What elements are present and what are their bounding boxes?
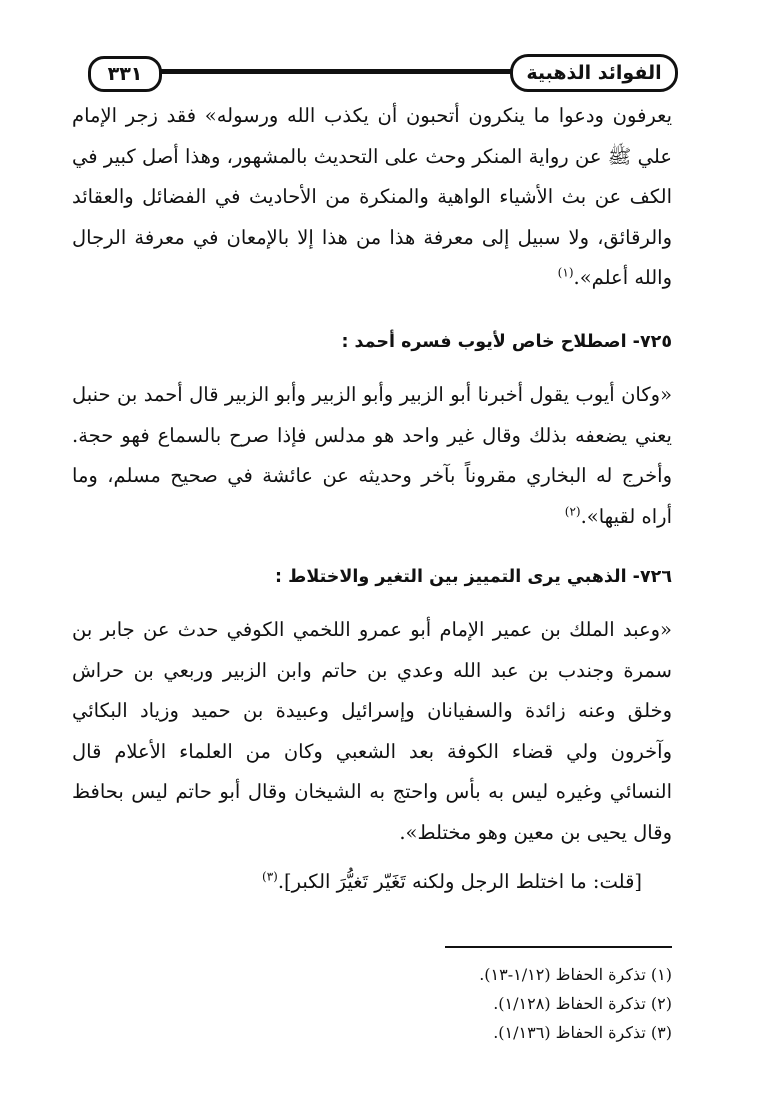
footnote-separator [445, 946, 672, 948]
footnotes [300, 960, 672, 1047]
paragraph-3 [72, 610, 672, 853]
paragraph-3-text: «وعبد الملك بن عمير الإمام أبو عمرو اللخمي الكوفي حدث عن جابر بن سمرة وجندب بن عبد الله وعدي بن حاتم وابن الزبير وربعي بن حراش وخلق وعنه زائدة والسفيانان وإسرائيل وعبيدة بن حميد وزياد البكائي وآخرون ولي قضاء الكوفة بعد الشعبي وكان من العلماء الأعلام قال النسائي وغيره ليس به بأس واحتج به الشيخان وقال أبو حاتم ليس بحافظ وقال يحيى بن معين وهو مختلط». [72, 618, 672, 844]
footnote-ref-3: (٣) [262, 869, 278, 884]
header-rule [138, 69, 518, 74]
page-header [88, 52, 678, 90]
heading-726-text: ٧٢٦- الذهبي يرى التمييز بين التغير والاختلاط : [275, 567, 672, 587]
footnote-ref-1: (١) [557, 265, 574, 280]
paragraph-4 [72, 862, 672, 903]
footnote-2: (٢) تذكرة الحفاظ (١/١٢٨). [493, 994, 672, 1013]
heading-725 [72, 327, 672, 357]
footnote-1: (١) تذكرة الحفاظ (١/١٢-١٣). [479, 965, 672, 984]
paragraph-1 [72, 96, 672, 299]
paragraph-1-text: يعرفون ودعوا ما ينكرون أتحبون أن يكذب الله ورسوله» فقد زجر الإمام علي ﷺ عن رواية المنكر وحث على التحديث بالمشهور، وهذا أصل كبير في الكف عن بث الأشياء الواهية والمنكرة من الأحاديث في الفضائل والعقائد والرقائق، ولا سبيل إلى معرفة هذا من هذا إلا بالإمعان في معرفة الرجال والله أعلم». [72, 104, 672, 289]
heading-725-text: ٧٢٥- اصطلاح خاص لأيوب فسره أحمد : [341, 332, 672, 352]
paragraph-2-text: «وكان أيوب يقول أخبرنا أبو الزبير وأبو الزبير وأبو الزبير قال أحمد بن حنبل يعني يضعفه بذلك وقال غير واحد هو مدلس فإذا صرح بالسماع فهو حجة. وأخرج له البخاري مقروناً بآخر وحديثه عن عائشة في صحيح مسلم، وما أراه لقيها». [72, 383, 672, 528]
book-title: الفوائد الذهبية [510, 54, 678, 92]
page-number: ٣٣١ [88, 56, 162, 92]
footnote-ref-2: (٢) [564, 504, 581, 518]
paragraph-2 [72, 375, 672, 537]
heading-726 [72, 562, 672, 592]
paragraph-4-text: [قلت: ما اختلط الرجل ولكنه تَغَيّر تَغيُّرَ الكبر]. [277, 870, 642, 893]
footnote-3: (٣) تذكرة الحفاظ (١/١٣٦). [493, 1023, 672, 1042]
